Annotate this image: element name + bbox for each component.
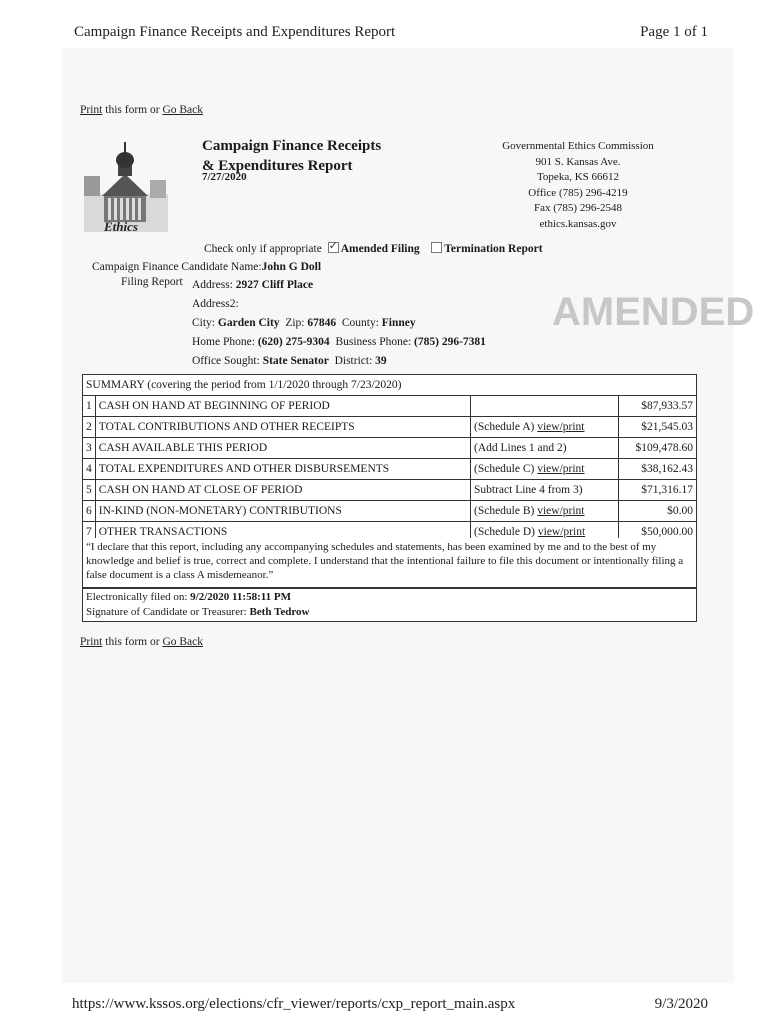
summary-line-label: IN-KIND (NON-MONETARY) CONTRIBUTIONS <box>95 501 470 522</box>
summary-table <box>82 374 697 543</box>
amended-filing-checkbox[interactable] <box>328 242 339 253</box>
summary-amount: $87,933.57 <box>619 396 697 417</box>
signer-row <box>86 605 693 620</box>
summary-line-number: 5 <box>83 480 96 501</box>
address-row <box>192 279 313 291</box>
agency-office-phone: Office (785) 296-4219 <box>528 186 628 199</box>
home-phone-label: Home Phone: <box>192 336 255 348</box>
city-value: Garden City <box>217 317 280 329</box>
summary-line-number: 2 <box>83 417 96 438</box>
address2-row <box>192 298 239 310</box>
signer-label: Signature of Candidate or Treasurer: <box>86 606 247 618</box>
report-date: 7/27/2020 <box>202 171 247 183</box>
summary-line-number: 1 <box>83 396 96 417</box>
summary-heading: SUMMARY (covering the period from 1/1/2020 through 7/23/2020) <box>83 375 697 396</box>
summary-amount: $38,162.43 <box>619 459 697 480</box>
filing-type-row <box>204 242 543 255</box>
summary-schedule-text: (Add Lines 1 and 2) <box>474 442 567 454</box>
summary-heading-row <box>83 375 697 396</box>
amended-stamp: AMENDED <box>552 290 755 334</box>
candidate-name-label: Campaign Finance Candidate Name: <box>92 261 262 273</box>
business-phone-value: (785) 296-7381 <box>414 336 486 348</box>
summary-row <box>83 480 697 501</box>
summary-schedule-cell <box>471 438 619 459</box>
summary-line-label: OTHER TRANSACTIONS <box>95 522 470 543</box>
kansas-ethics-seal <box>80 136 170 236</box>
district-label: District: <box>334 355 373 367</box>
zip-label: Zip: <box>285 317 305 329</box>
candidate-name: John G Doll <box>261 261 322 273</box>
nav-separator-bottom: this form or <box>102 636 163 648</box>
summary-line-label: CASH AVAILABLE THIS PERIOD <box>95 438 470 459</box>
seal-text: Ethics <box>104 219 138 234</box>
nav-links-bottom <box>80 636 203 648</box>
agency-website: ethics.kansas.gov <box>539 217 617 230</box>
office-value: State Senator <box>262 355 329 367</box>
office-row <box>192 355 387 367</box>
district-value: 39 <box>375 355 387 367</box>
summary-line-label: CASH ON HAND AT CLOSE OF PERIOD <box>95 480 470 501</box>
summary-amount: $109,478.60 <box>619 438 697 459</box>
summary-schedule-text: (Schedule C) <box>474 463 538 475</box>
agency-name: Governmental Ethics Commission <box>502 140 654 152</box>
filed-on-value: 9/2/2020 11:58:11 PM <box>190 591 291 603</box>
summary-row <box>83 396 697 417</box>
browser-header-page: Page 1 of 1 <box>640 24 708 40</box>
summary-line-label: TOTAL CONTRIBUTIONS AND OTHER RECEIPTS <box>95 417 470 438</box>
report-title <box>202 136 381 176</box>
print-link[interactable]: Print <box>80 104 103 116</box>
city-label: City: <box>192 317 216 329</box>
go-back-link-bottom[interactable]: Go Back <box>162 636 203 648</box>
summary-line-label: TOTAL EXPENDITURES AND OTHER DISBURSEMENTS <box>95 459 470 480</box>
report-title-line1: Campaign Finance Receipts <box>202 138 382 154</box>
summary-schedule-cell <box>471 501 619 522</box>
county-label: County: <box>341 317 379 329</box>
home-phone-value: (620) 275-9304 <box>257 336 330 348</box>
summary-schedule-text: (Schedule D) <box>474 526 538 538</box>
summary-row <box>83 501 697 522</box>
signer-value: Beth Tedrow <box>249 606 310 618</box>
summary-amount: $71,316.17 <box>619 480 697 501</box>
summary-line-number: 3 <box>83 438 96 459</box>
summary-line-label: CASH ON HAND AT BEGINNING OF PERIOD <box>95 396 470 417</box>
agency-street: 901 S. Kansas Ave. <box>535 155 621 168</box>
filed-on-label: Electronically filed on: <box>86 591 188 603</box>
agency-fax: Fax (785) 296-2548 <box>534 202 622 214</box>
termination-report-checkbox[interactable] <box>431 242 442 253</box>
summary-amount: $50,000.00 <box>619 522 697 543</box>
signature-block <box>82 588 697 622</box>
summary-schedule-text: Subtract Line 4 from 3) <box>474 484 583 496</box>
city-row <box>192 317 416 329</box>
office-label: Office Sought: <box>192 355 260 367</box>
summary-line-number: 4 <box>83 459 96 480</box>
view-print-link[interactable]: view/print <box>537 505 585 517</box>
address2-label: Address2: <box>192 298 239 310</box>
nav-separator: this form or <box>102 104 163 116</box>
go-back-link[interactable]: Go Back <box>162 104 203 116</box>
browser-footer-date: 9/3/2020 <box>654 996 708 1012</box>
amended-filing-label: Amended Filing <box>340 243 420 255</box>
view-print-link[interactable]: view/print <box>537 463 585 475</box>
summary-schedule-cell <box>471 417 619 438</box>
browser-header-title: Campaign Finance Receipts and Expenditures Report <box>74 24 396 40</box>
summary-row <box>83 459 697 480</box>
nav-links-top <box>80 104 203 116</box>
candidate-name-row <box>92 261 321 273</box>
address-label: Address: <box>192 279 233 291</box>
summary-row <box>83 417 697 438</box>
filing-type-prompt: Check only if appropriate <box>204 243 322 255</box>
filing-report-label: Filing Report <box>121 276 183 288</box>
summary-schedule-cell <box>471 480 619 501</box>
print-link-bottom[interactable]: Print <box>80 636 103 648</box>
summary-schedule-text: (Schedule B) <box>474 505 538 517</box>
summary-line-number: 6 <box>83 501 96 522</box>
summary-schedule-text: (Schedule A) <box>474 421 538 433</box>
summary-row <box>83 438 697 459</box>
county-value: Finney <box>381 317 416 329</box>
view-print-link[interactable]: view/print <box>537 526 586 538</box>
summary-line-number: 7 <box>83 522 96 543</box>
summary-amount: $21,545.03 <box>619 417 697 438</box>
agency-address-block <box>468 139 688 232</box>
declaration-statement: “I declare that this report, including any accompanying schedules and statements, has been examined by me and to the best of my knowledge and belief is true, correct and complete. I understand that the intentional failure to file this document or intentionally filing a false document is a class A misdemeanor.” <box>82 538 697 588</box>
summary-schedule-cell <box>471 459 619 480</box>
view-print-link[interactable]: view/print <box>537 421 585 433</box>
browser-footer-url: https://www.kssos.org/elections/cfr_viewer/reports/cxp_report_main.aspx <box>72 996 516 1012</box>
summary-amount: $0.00 <box>619 501 697 522</box>
filed-on-row <box>86 590 693 605</box>
summary-schedule-cell <box>471 396 619 417</box>
business-phone-label: Business Phone: <box>335 336 412 348</box>
address-value: 2927 Cliff Place <box>235 279 314 291</box>
report-title-line2: & Expenditures Report <box>202 158 353 174</box>
zip-value: 67846 <box>307 317 337 329</box>
agency-city: Topeka, KS 66612 <box>536 171 620 183</box>
phone-row <box>192 336 486 348</box>
termination-report-label: Termination Report <box>444 243 543 255</box>
